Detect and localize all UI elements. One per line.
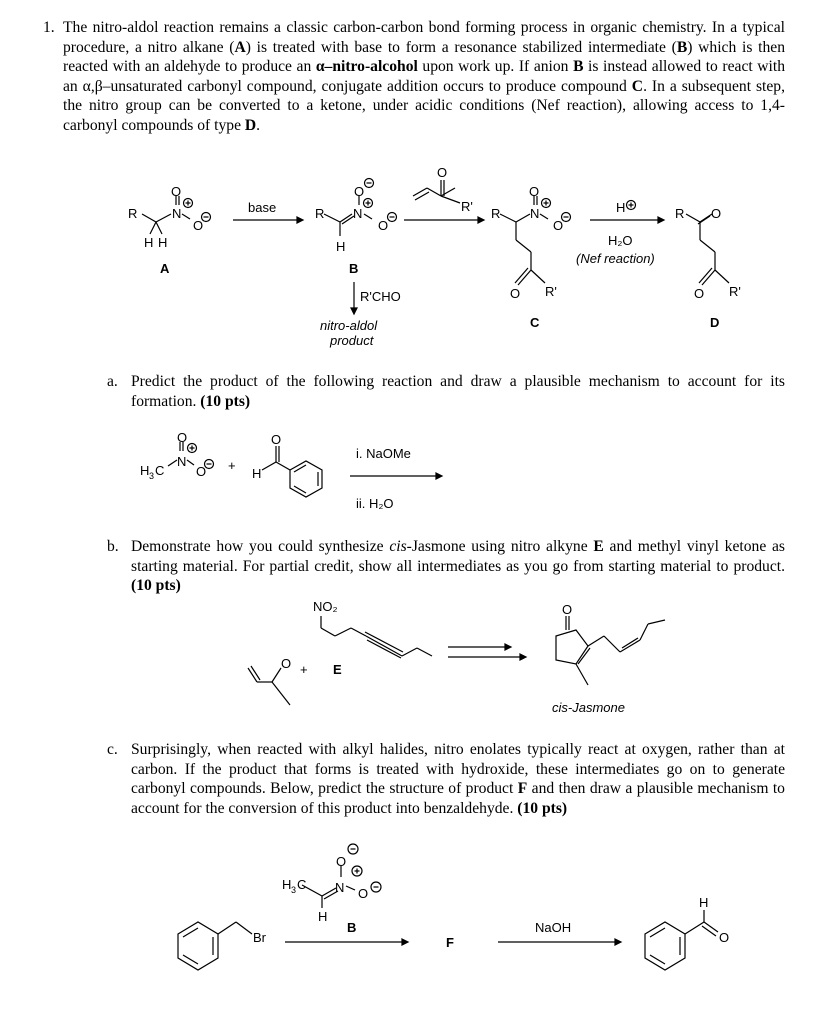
- svg-text:3: 3: [149, 471, 155, 481]
- reagent-h2o: H₂O: [608, 233, 633, 248]
- label-B-c: B: [347, 920, 357, 935]
- reagent-h2o-a: ii. H₂O: [356, 496, 394, 511]
- svg-text:C: C: [155, 463, 165, 478]
- svg-text:R': R': [729, 284, 741, 299]
- svg-text:N: N: [530, 206, 540, 221]
- svg-text:R: R: [315, 206, 325, 221]
- svg-text:H: H: [318, 909, 328, 924]
- svg-text:H: H: [140, 463, 150, 478]
- svg-text:O: O: [271, 432, 282, 447]
- part-c-text: Surprisingly, when reacted with alkyl halides, nitro enolates typically react at oxygen, rather than at carbon. If the product that forms is treated with hydroxide, these intermediates go on to generate carbonyl compounds. Below, predict the structure of product F and then draw a plausible mechanism to account for the conversion of this product into benzaldehyde. (10 pts): [131, 741, 785, 817]
- svg-text:Br: Br: [253, 930, 266, 945]
- svg-text:H: H: [336, 239, 346, 254]
- svg-text:O: O: [196, 464, 207, 479]
- label-B: B: [349, 261, 359, 276]
- part-a-text: Predict the product of the following reaction and draw a plausible mechanism to account for its formation. (10 pts): [131, 373, 785, 410]
- no2-label: NO₂: [313, 599, 338, 614]
- svg-text:O: O: [437, 165, 448, 180]
- svg-text:C: C: [297, 877, 307, 892]
- svg-text:O: O: [711, 206, 722, 221]
- reagent-rcho: R'CHO: [360, 289, 401, 304]
- svg-text:R: R: [128, 206, 138, 221]
- nitro-aldol-text-1: nitro-aldol: [320, 318, 378, 333]
- product-cis-jasmone: cis-Jasmone: [552, 700, 625, 715]
- svg-text:O: O: [510, 286, 521, 301]
- svg-text:R': R': [545, 284, 557, 299]
- svg-text:+: +: [228, 458, 236, 473]
- reagent-naome: i. NaOMe: [356, 446, 411, 461]
- svg-text:O: O: [358, 886, 369, 901]
- part-b-text: Demonstrate how you could synthesize cis-Jasmone using nitro alkyne E and methyl vinyl ketone as starting material. For partial credit, show all intermediates as you go from starting material to product. (10 pts): [131, 538, 785, 595]
- svg-text:H: H: [699, 895, 709, 910]
- svg-text:O: O: [177, 430, 188, 445]
- svg-text:+: +: [300, 662, 308, 677]
- svg-text:R: R: [491, 206, 501, 221]
- svg-text:R: R: [675, 206, 685, 221]
- question-number: 1.: [43, 19, 55, 36]
- svg-text:O: O: [336, 854, 347, 869]
- reagent-naoh: NaOH: [535, 920, 572, 935]
- label-F: F: [446, 935, 454, 950]
- svg-text:H: H: [158, 235, 168, 250]
- svg-text:H: H: [282, 877, 292, 892]
- svg-text:N: N: [177, 454, 187, 469]
- label-D: D: [710, 315, 720, 330]
- svg-text:3: 3: [291, 885, 297, 895]
- svg-text:N: N: [335, 880, 345, 895]
- svg-text:O: O: [529, 184, 540, 199]
- label-E: E: [333, 662, 342, 677]
- svg-text:H: H: [616, 200, 626, 215]
- svg-text:O: O: [193, 218, 204, 233]
- part-a-letter: a.: [107, 373, 118, 390]
- svg-text:O: O: [719, 930, 730, 945]
- svg-text:H: H: [252, 466, 262, 481]
- svg-text:H: H: [144, 235, 154, 250]
- label-A: A: [160, 261, 170, 276]
- label-C: C: [530, 315, 540, 330]
- svg-text:O: O: [694, 286, 705, 301]
- svg-text:O: O: [281, 656, 292, 671]
- svg-text:R': R': [461, 199, 473, 214]
- svg-text:N: N: [353, 206, 363, 221]
- part-b-letter: b.: [107, 538, 119, 555]
- part-c-letter: c.: [107, 741, 118, 758]
- svg-text:O: O: [378, 218, 389, 233]
- svg-text:O: O: [171, 184, 182, 199]
- svg-text:O: O: [354, 184, 365, 199]
- svg-text:O: O: [553, 218, 564, 233]
- svg-text:N: N: [172, 206, 182, 221]
- nef-text: (Nef reaction): [576, 251, 655, 266]
- reagent-base: base: [248, 200, 277, 215]
- svg-text:O: O: [562, 602, 573, 617]
- question-intro: The nitro-aldol reaction remains a classic carbon-carbon bond forming process in organic chemistry. In a typical procedure, a nitro alkane (A) is treated with base to form a resonance stabilized intermediate (B) which is then reacted with an aldehyde to produce an α–nitro-alcohol upon work up. If anion B is instead allowed to react with an α,β–unsaturated carbonyl compound, conjugate addition occurs to produce compound C. In a subsequent step, the nitro group can be converted to a ketone, under acidic conditions (Nef reaction), allowing access to 1,4-carbonyl compounds of type D.: [63, 19, 786, 134]
- nitro-aldol-text-2: product: [330, 333, 374, 348]
